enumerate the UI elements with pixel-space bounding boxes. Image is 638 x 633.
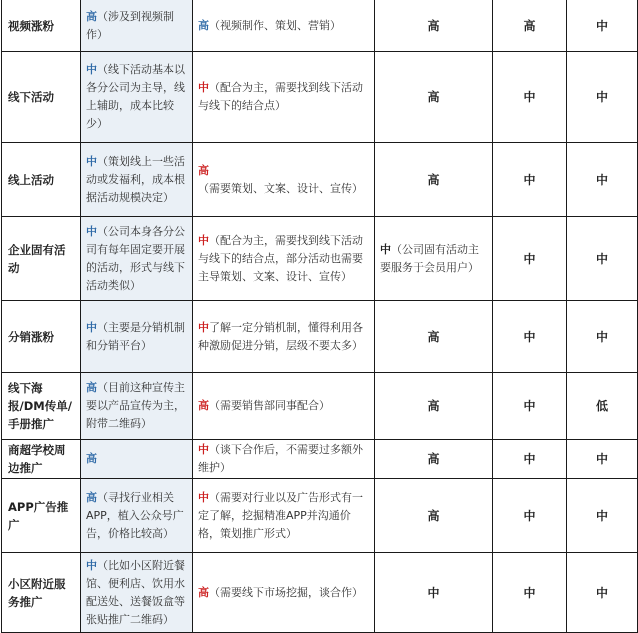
resource-cell [81,52,193,143]
manpower-cell [193,479,375,553]
manpower-note: （需要对行业以及广告形式有一定了解，挖掘精准APP并沟通价格，策划推广形式） [198,490,363,540]
table-row [2,553,638,633]
level-label: 高 [198,399,209,412]
table-row [2,479,638,553]
rating-cell-with-note [375,217,493,301]
rating-cell: 中 [493,373,567,440]
rating-cell: 中 [567,553,638,633]
level-label: 中 [86,558,97,572]
level-label: 中 [86,224,97,238]
resource-note: （目前这种宣传主要以产品宣传为主，附带二维码） [86,381,185,430]
resource-cell [81,301,193,373]
resource-note: （主要是分销机制和分销平台） [86,320,185,352]
resource-note: （策划线上一些活动或发福利，成本根据活动规模决定） [86,154,185,204]
resource-cell [81,373,193,440]
rating-cell: 高 [375,440,493,479]
manpower-cell [193,440,375,479]
channel-name: 分销涨粉 [2,301,81,373]
manpower-note: （需要销售部同事配合） [209,399,330,412]
rating-cell: 中 [567,301,638,373]
resource-cell [81,143,193,217]
table-row [2,217,638,301]
level-label: 中 [198,490,209,504]
rating-cell: 高 [375,301,493,373]
channel-name: 线下活动 [2,52,81,143]
rating-cell: 中 [567,440,638,479]
level-label: 高 [198,585,209,599]
level-label: 中 [380,242,391,256]
evaluation-table [1,0,638,633]
resource-note: （线下活动基本以各分公司为主导，线上辅助，成本比较少） [86,63,185,130]
level-label: 中 [86,320,97,334]
manpower-note: （需要线下市场挖掘，谈合作） [209,585,363,599]
resource-cell [81,479,193,553]
channel-name: 小区附近服务推广 [2,553,81,633]
resource-note: （寻找行业相关APP，植入公众号广告，价格比较高） [86,490,184,540]
manpower-cell [193,52,375,143]
level-label: 高 [86,490,97,504]
manpower-note: （配合为主，需要找到线下活动与线下的结合点） [198,81,363,112]
rating-cell: 中 [493,52,567,143]
rating-cell: 中 [567,52,638,143]
manpower-cell [193,143,375,217]
resource-cell [81,0,193,52]
rating-cell: 高 [375,0,493,52]
table-row [2,301,638,373]
manpower-cell [193,553,375,633]
level-label: 中 [86,63,97,76]
manpower-cell [193,0,375,52]
level-label: 中 [198,233,209,247]
table-row [2,143,638,217]
rating-cell: 中 [493,553,567,633]
rating-cell: 中 [375,553,493,633]
rating-cell: 中 [493,143,567,217]
rating-cell: 高 [375,373,493,440]
level-label: 高 [198,18,209,32]
manpower-note: 了解一定分销机制，懂得利用各种激励促进分销，层级不要太多） [198,320,363,352]
rating-cell: 中 [493,301,567,373]
resource-note: （公司本身各分公司有每年固定要开展的活动，形式与线下活动类似） [86,224,185,292]
manpower-note: （视频制作、策划、营销） [209,18,341,32]
manpower-cell [193,373,375,440]
manpower-note: （谈下合作后，不需要过多额外维护） [198,443,363,474]
rating-cell: 中 [567,143,638,217]
level-label: 高 [198,163,209,177]
table-row [2,0,638,52]
rating-cell: 中 [567,479,638,553]
channel-name: 线下海报/DM传单/手册推广 [2,373,81,440]
level-label: 中 [198,81,209,94]
resource-cell [81,217,193,301]
rating-cell: 高 [375,52,493,143]
level-label: 高 [86,381,97,394]
resource-note: （比如小区附近餐馆、便利店、饮用水配送处、送餐饭盒等张贴推广二维码） [86,558,185,626]
manpower-cell [193,217,375,301]
rating-cell: 低 [567,373,638,440]
channel-name: APP广告推广 [2,479,81,553]
resource-note: （涉及到视频制作） [86,9,174,41]
manpower-note: （配合为主，需要找到线下活动与线下的结合点，部分活动也需要主导策划、文案、设计、宣传） [198,233,363,283]
level-label: 中 [198,443,209,456]
resource-cell [81,553,193,633]
rating-cell: 高 [375,143,493,217]
resource-cell [81,440,193,479]
level-label: 中 [198,320,209,334]
manpower-note: （需要策划、文案、设计、宣传） [198,181,363,195]
level-label: 高 [86,9,97,23]
channel-name: 企业固有活动 [2,217,81,301]
channel-name: 商超学校周边推广 [2,440,81,479]
rating-cell: 中 [567,0,638,52]
rating-cell: 高 [493,0,567,52]
rating-cell: 中 [493,217,567,301]
rating-cell: 中 [493,479,567,553]
channel-name: 线上活动 [2,143,81,217]
level-label: 中 [86,154,97,168]
channel-name: 视频涨粉 [2,0,81,52]
rating-cell: 高 [375,479,493,553]
level-label: 高 [86,452,97,465]
table-row [2,52,638,143]
rating-note: （公司固有活动主要服务于会员用户） [380,242,479,274]
rating-cell: 中 [567,217,638,301]
table-row [2,440,638,479]
rating-cell: 中 [493,440,567,479]
table-row [2,373,638,440]
manpower-cell [193,301,375,373]
